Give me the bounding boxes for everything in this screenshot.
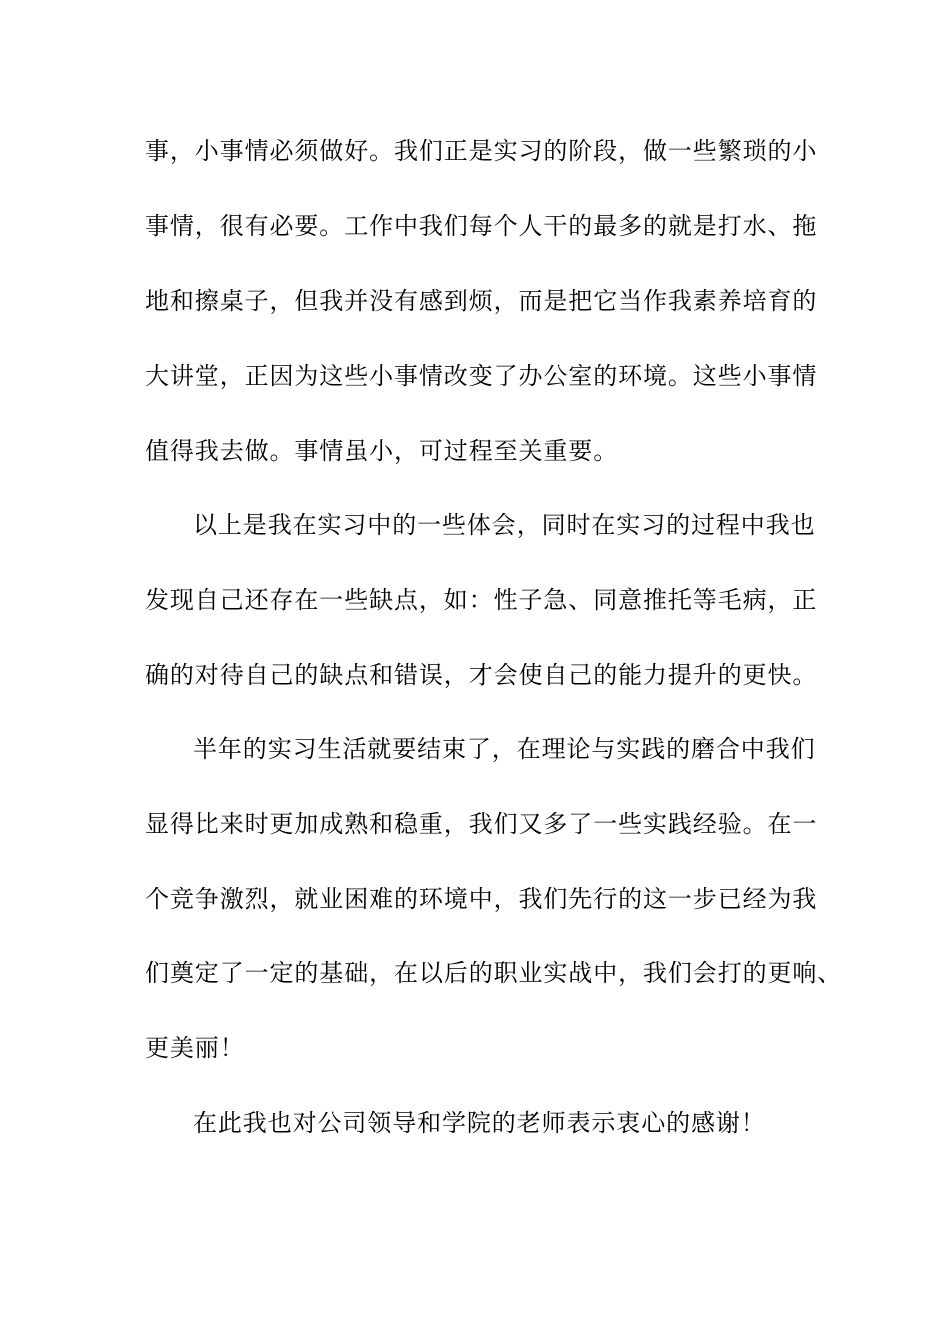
text-line-7: 发现自己还存在一些缺点，如：性子急、同意推托等毛病，正 xyxy=(145,586,818,614)
text-line-5: 值得我去做。事情虽小，可过程至关重要。 xyxy=(145,437,619,465)
text-line-6: 以上是我在实习中的一些体会，同时在实习的过程中我也 xyxy=(193,511,816,539)
text-line-2: 事情，很有必要。工作中我们每个人干的最多的就是打水、拖 xyxy=(145,212,818,240)
text-line-3: 地和擦桌子，但我并没有感到烦，而是把它当作我素养培育的 xyxy=(145,287,818,315)
text-line-8: 确的对待自己的缺点和错误，才会使自己的能力提升的更快。 xyxy=(145,661,818,689)
text-line-14: 在此我也对公司领导和学院的老师表示衷心的感谢！ xyxy=(193,1109,766,1137)
text-line-9: 半年的实习生活就要结束了，在理论与实践的磨合中我们 xyxy=(193,735,816,763)
text-line-4: 大讲堂，正因为这些小事情改变了办公室的环境。这些小事情 xyxy=(145,362,818,390)
text-line-11: 个竞争激烈，就业困难的环境中，我们先行的这一步已经为我 xyxy=(145,885,818,913)
text-line-1: 事，小事情必须做好。我们正是实习的阶段，做一些繁琐的小 xyxy=(145,137,818,165)
text-line-10: 显得比来时更加成熟和稳重，我们又多了一些实践经验。在一 xyxy=(145,810,818,838)
text-line-13: 更美丽！ xyxy=(145,1034,245,1062)
text-line-12: 们奠定了一定的基础，在以后的职业实战中，我们会打的更响、 xyxy=(145,959,843,987)
